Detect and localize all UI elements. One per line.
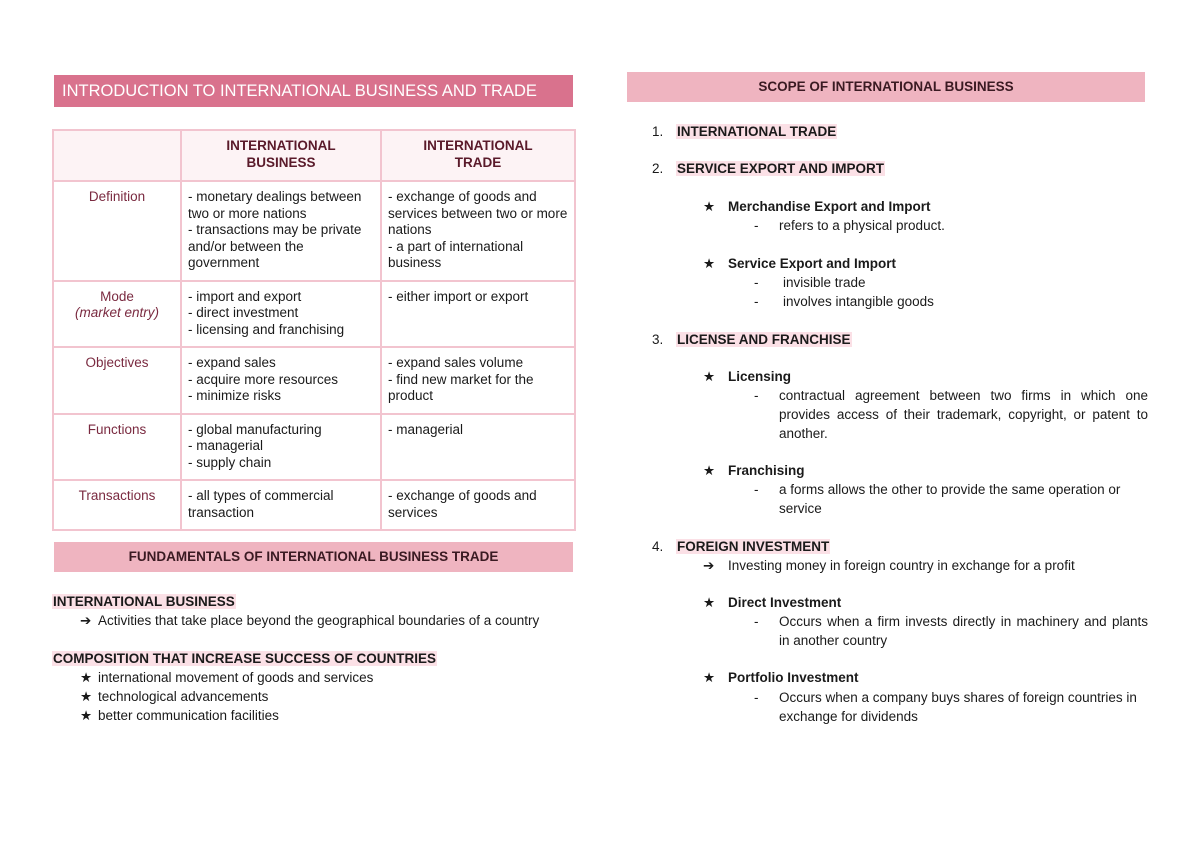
row-label: Definition [53,181,181,281]
list-item: - refers to a physical product. [754,218,945,233]
subsection-title: ★ Merchandise Export and Import [703,199,931,214]
table-cell: - import and export - direct investment - licensing and franchising [181,281,381,348]
table-row [53,181,575,281]
star-icon: ★ [80,689,93,704]
subsection-title: ★ Direct Investment [703,595,842,610]
subsection-title: ★ Service Export and Import [703,256,897,271]
star-icon: ★ [703,595,716,610]
row-label: Objectives [53,347,181,414]
list-item: ★ better communication facilities [80,708,279,723]
ib-definition: ➔ Activities that take place beyond the geographical boundaries of a country [80,613,540,628]
list-item: - a forms allows the other to provide the same operation or service [754,482,1121,516]
comparison-table [52,129,576,531]
star-icon: ★ [703,670,716,685]
star-icon: ★ [80,708,93,723]
star-icon: ★ [703,256,716,271]
list-item: - Occurs when a firm invests directly in machinery and plants in another country [754,614,1148,648]
table-row [53,347,575,414]
ib-heading: INTERNATIONAL BUSINESS [53,594,235,609]
table-cell: - managerial [381,414,575,481]
table-cell: - exchange of goods and services [381,480,575,530]
subsection-title: ★ Licensing [703,369,792,384]
scope-item-1: 1. INTERNATIONAL TRADE [652,124,837,139]
composition-heading: COMPOSITION THAT INCREASE SUCCESS OF COUNTRIES [53,651,437,666]
table-row [53,480,575,530]
list-item: ★ technological advancements [80,689,269,704]
row-label: Mode (market entry) [53,281,181,348]
scope-item-2: 2. SERVICE EXPORT AND IMPORT [652,161,885,176]
table-cell: - global manufacturing - managerial - supply chain [181,414,381,481]
table-cell: - expand sales - acquire more resources - minimize risks [181,347,381,414]
scope-item-4: 4. FOREIGN INVESTMENT [652,539,830,554]
table-header-empty [53,130,181,181]
scope-banner: SCOPE OF INTERNATIONAL BUSINESS [627,72,1145,102]
arrow-icon: ➔ [80,613,92,628]
table-cell: - monetary dealings between two or more nations - transactions may be private and/or between the government [181,181,381,281]
table-cell: - all types of commercial transaction [181,480,381,530]
table-cell: - expand sales volume - find new market for the product [381,347,575,414]
table-header-row [53,130,575,181]
star-icon: ★ [703,463,716,478]
foreign-investment-definition: ➔ Investing money in foreign country in exchange for a profit [703,558,1075,573]
list-item: - contractual agreement between two firms in which one provides access of their trademark, copyright, or patent to another. [754,388,1148,441]
list-item: ★ international movement of goods and services [80,670,374,685]
table-header-trade: INTERNATIONAL TRADE [381,130,575,181]
table-cell: - either import or export [381,281,575,348]
arrow-icon: ➔ [703,558,715,573]
row-label: Functions [53,414,181,481]
page-title: INTRODUCTION TO INTERNATIONAL BUSINESS AND TRADE [54,75,573,107]
fundamentals-banner: FUNDAMENTALS OF INTERNATIONAL BUSINESS TRADE [54,542,573,572]
list-item: - involves intangible goods [754,294,934,309]
star-icon: ★ [80,670,93,685]
list-item: - Occurs when a company buys shares of foreign countries in exchange for dividends [754,690,1137,724]
subsection-title: ★ Portfolio Investment [703,670,859,685]
table-cell: - exchange of goods and services between two or more nations - a part of international business [381,181,575,281]
row-sublabel: (market entry) [74,305,159,320]
star-icon: ★ [703,199,716,214]
list-item: - invisible trade [754,275,866,290]
star-icon: ★ [703,369,716,384]
scope-item-3: 3. LICENSE AND FRANCHISE [652,332,851,347]
subsection-title: ★ Franchising [703,463,805,478]
row-label: Transactions [53,480,181,530]
table-header-business: INTERNATIONAL BUSINESS [181,130,381,181]
table-row [53,281,575,348]
table-row [53,414,575,481]
